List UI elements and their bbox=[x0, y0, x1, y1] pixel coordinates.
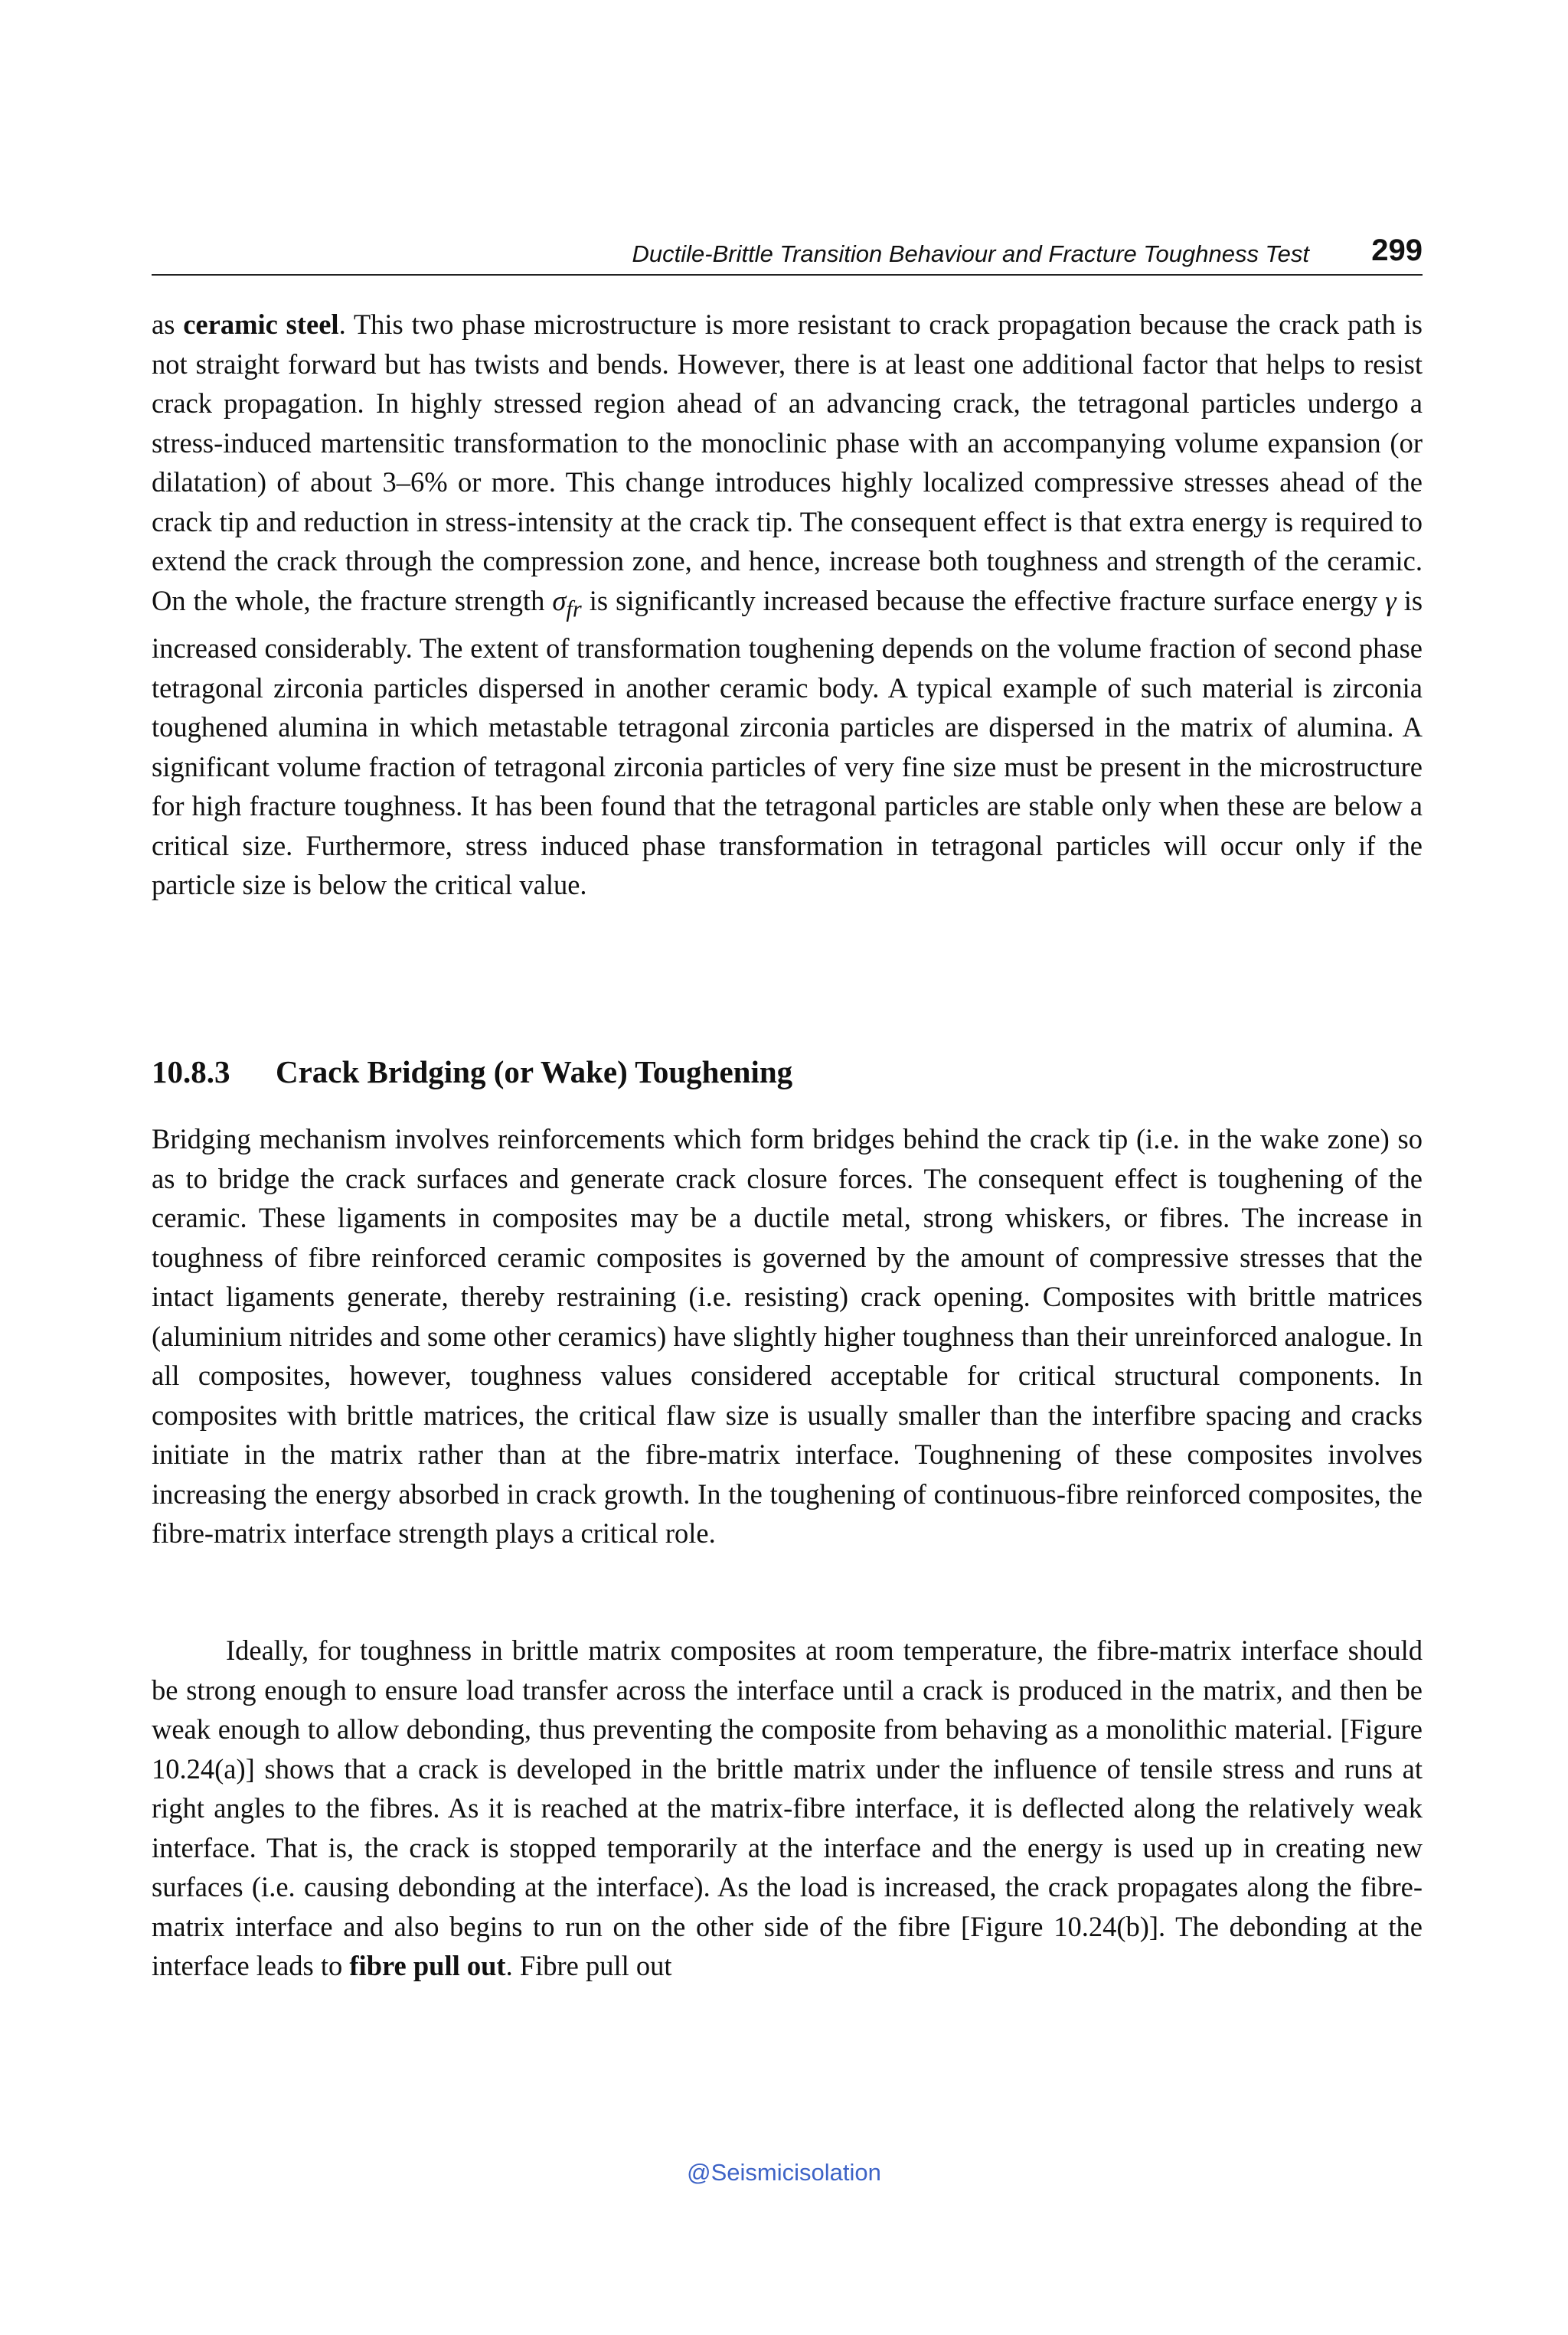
section-heading bbox=[152, 1053, 792, 1090]
para1-text-b: is significantly increased because the effective fracture surface energy bbox=[589, 584, 1378, 616]
gamma-symbol: γ bbox=[1385, 584, 1396, 616]
running-header bbox=[152, 230, 1423, 276]
sigma-subscript: fr bbox=[566, 595, 582, 622]
para1-lead: as bbox=[152, 309, 175, 340]
para3-text-a: Ideally, for toughness in brittle matrix composites at room temperature, the fibre-matrix interface should be strong enough to ensure load transfer across the interface until a crack is produced in the matrix, and then be weak enough to allow debonding, thus preventing the composite from behaving as a monolithic material. [Figure 10.24(a)] shows that a crack is developed in the brittle matrix under the influence of tensile stress and runs at right angles to the fibres. As it is reached at the matrix-fibre interface, it is deflected along the relatively weak interface. That is, the crack is stopped temporarily at the interface and the energy is used up in creating new surfaces (i.e. causing debonding at the interface). As the load is increased, the crack propagates along the fibre-matrix interface and also begins to run on the other side of the fibre [Figure 10.24(b)]. The debonding at the interface leads to bbox=[152, 1634, 1423, 1981]
paragraph-fibre-matrix-interface bbox=[152, 1631, 1423, 1986]
para3-text-b: . Fibre pull out bbox=[505, 1950, 672, 1981]
section-title: Crack Bridging (or Wake) Toughening bbox=[276, 1054, 793, 1089]
sigma-symbol: σ bbox=[552, 584, 567, 616]
running-title: Ductile-Brittle Transition Behaviour and Fracture Toughness Test bbox=[632, 240, 1309, 267]
para1-text-c: is increased considerably. The extent of transformation toughening depends on the volume fraction of second phase tetragonal zirconia particles dispersed in another ceramic body. A typical example of such material is zirconia toughened alumina in which metastable tetragonal zirconia particles are dispersed in the matrix of alumina. A significant volume fraction of tetragonal zirconia particles of very fine size must be present in the microstructure for high fracture toughness. It has been found that the tetragonal particles are stable only when these are below a critical size. Furthermore, stress induced phase transformation in tetragonal particles will occur only if the particle size is below the critical value. bbox=[152, 584, 1423, 901]
para1-text-a: . This two phase microstructure is more resistant to crack propagation because the crack path is not straight forward but has twists and bends. However, there is at least one additional factor that helps to resist crack propagation. In highly stressed region ahead of an advancing crack, the tetragonal particles undergo a stress-induced martensitic transformation to the monoclinic phase with an accompanying volume expansion (or dilatation) of about 3–6% or more. This change introduces highly localized compressive stresses ahead of the crack tip and reduction in stress-intensity at the crack tip. The consequent effect is that extra energy is required to extend the crack through the compression zone, and hence, increase both toughness and strength of the ceramic. On the whole, the fracture strength bbox=[152, 309, 1423, 616]
watermark: @Seismicisolation bbox=[687, 2159, 881, 2186]
page-number: 299 bbox=[1371, 234, 1423, 267]
term-ceramic-steel: ceramic steel bbox=[183, 309, 339, 340]
paragraph-transformation-toughening bbox=[152, 305, 1423, 905]
sigma-fr-symbol bbox=[552, 584, 582, 622]
term-fibre-pull-out: fibre pull out bbox=[349, 1950, 506, 1981]
paragraph-bridging-mechanism: Bridging mechanism involves reinforcements which form bridges behind the crack tip (i.e. in the wake zone) so as to bridge the crack surfaces and generate crack closure forces. The consequent effect is toughening of the ceramic. These ligaments in composites may be a ductile metal, strong whiskers, or fibres. The increase in toughness of fibre reinforced ceramic composites is governed by the amount of compressive stresses that the intact ligaments generate, thereby restraining (i.e. resisting) crack opening. Composites with brittle matrices (aluminium nitrides and some other ceramics) have slightly higher toughness than their unreinforced analogue. In all composites, however, toughness values considered acceptable for critical structural components. In composites with brittle matrices, the critical flaw size is usually smaller than the interfibre spacing and cracks initiate in the matrix rather than at the fibre-matrix interface. Toughnening of these composites involves increasing the energy absorbed in crack growth. In the toughening of continuous-fibre reinforced composites, the fibre-matrix interface strength plays a critical role. bbox=[152, 1123, 1423, 1549]
section-number: 10.8.3 bbox=[152, 1054, 230, 1089]
